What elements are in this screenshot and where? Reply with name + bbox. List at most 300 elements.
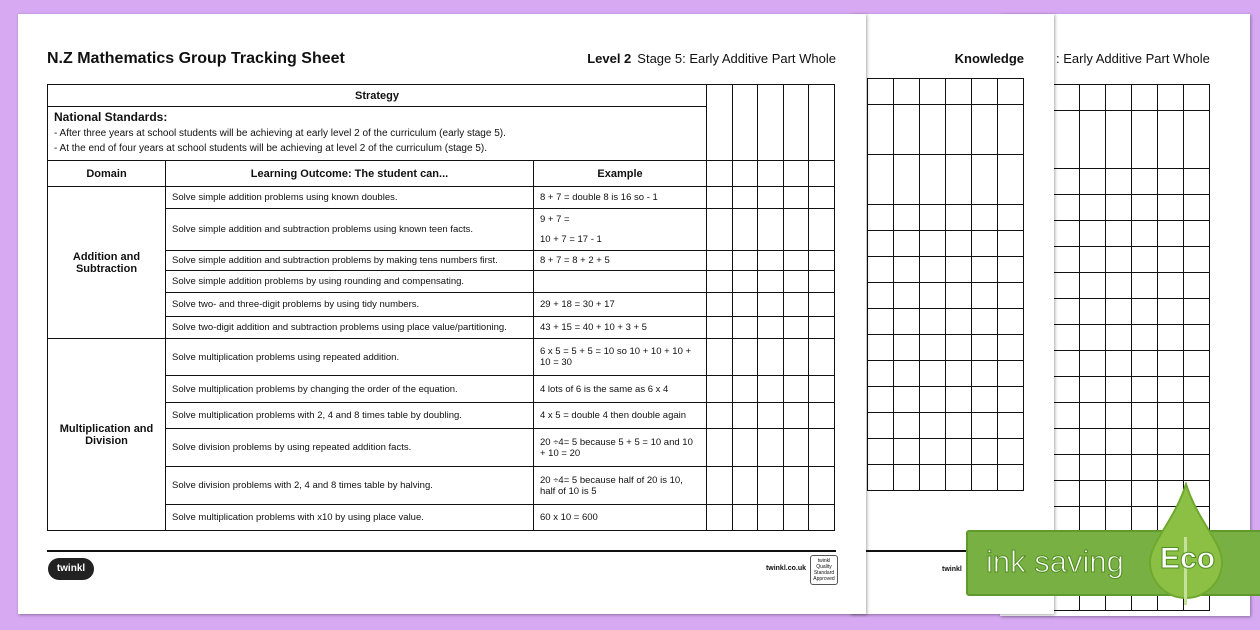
grid-cell	[972, 283, 998, 309]
grid-cell	[920, 205, 946, 231]
grid-cell	[1184, 299, 1210, 325]
check-cell[interactable]	[732, 251, 758, 271]
example-cell: 43 + 15 = 40 + 10 + 3 + 5	[534, 317, 707, 339]
check-cell[interactable]	[707, 317, 733, 339]
check-cell[interactable]	[707, 339, 733, 376]
ink-saving-label: ink saving	[986, 544, 1124, 579]
check-cell[interactable]	[758, 187, 784, 209]
grid-cell	[1158, 247, 1184, 273]
grid-cell	[1132, 85, 1158, 111]
grid-cell	[1054, 85, 1080, 111]
grid-cell	[1054, 377, 1080, 403]
grid-cell	[972, 439, 998, 465]
ns-line: - At the end of four years at school students will be achieving at level 2 of the curriculum (stage 5).	[54, 143, 488, 154]
check-cell[interactable]	[732, 293, 758, 317]
check-cell[interactable]	[809, 429, 835, 467]
grid-cell	[972, 155, 998, 205]
domain-cell: Multiplication and Division	[48, 339, 166, 531]
grid-cell	[972, 335, 998, 361]
quality-badge: twinkl Quality Standard Approved	[810, 555, 838, 585]
grid-cell	[920, 361, 946, 387]
page3-stage: : Early Additive Part Whole	[1056, 51, 1210, 66]
grid-cell	[1054, 403, 1080, 429]
check-cell[interactable]	[707, 403, 733, 429]
grid-cell	[1158, 273, 1184, 299]
grid-cell	[1184, 403, 1210, 429]
grid-cell	[894, 465, 920, 491]
grid-cell	[920, 105, 946, 155]
check-cell[interactable]	[732, 429, 758, 467]
check-cell[interactable]	[707, 251, 733, 271]
check-cell[interactable]	[809, 271, 835, 293]
grid-cell	[868, 439, 894, 465]
grid-cell	[1184, 377, 1210, 403]
grid-cell	[998, 465, 1024, 491]
table-row	[48, 376, 835, 403]
check-cell[interactable]	[783, 209, 809, 251]
grid-cell	[1054, 351, 1080, 377]
grid-cell	[1054, 221, 1080, 247]
check-cell[interactable]	[758, 271, 784, 293]
twinkl-logo: twinkl	[48, 558, 94, 580]
grid-cell	[868, 105, 894, 155]
grid-cell	[868, 257, 894, 283]
grid-cell	[1158, 111, 1184, 169]
check-cell[interactable]	[809, 85, 835, 161]
grid-cell	[894, 439, 920, 465]
check-cell[interactable]	[707, 293, 733, 317]
check-cell[interactable]	[732, 85, 758, 161]
grid-cell	[1184, 221, 1210, 247]
check-cell[interactable]	[809, 376, 835, 403]
check-cell[interactable]	[732, 376, 758, 403]
grid-cell	[1080, 403, 1106, 429]
outcome-cell: Solve multiplication problems with x10 by using place value.	[166, 505, 534, 531]
grid-cell	[1158, 169, 1184, 195]
grid-cell	[972, 231, 998, 257]
check-cell[interactable]	[732, 187, 758, 209]
check-cell[interactable]	[809, 161, 835, 187]
example-cell: 9 + 7 = 10 + 7 = 17 - 1	[534, 209, 707, 251]
grid-cell	[998, 231, 1024, 257]
grid-cell	[998, 257, 1024, 283]
check-cell[interactable]	[783, 339, 809, 376]
grid-cell	[946, 205, 972, 231]
grid-cell	[1184, 111, 1210, 169]
table-row	[48, 467, 835, 505]
eco-label: Eco	[1160, 542, 1216, 575]
footer-divider	[47, 550, 836, 552]
check-cell[interactable]	[707, 161, 733, 187]
grid-cell	[1054, 299, 1080, 325]
stage-label: Stage 5: Early Additive Part Whole	[637, 51, 836, 66]
grid-cell	[894, 335, 920, 361]
national-standards	[48, 107, 707, 161]
grid-cell	[1106, 221, 1132, 247]
table-row	[48, 293, 835, 317]
check-cell[interactable]	[783, 403, 809, 429]
grid-cell	[1080, 111, 1106, 169]
grid-cell	[1080, 299, 1106, 325]
table-row	[48, 187, 835, 209]
grid-cell	[920, 387, 946, 413]
check-cell[interactable]	[732, 161, 758, 187]
check-cell[interactable]	[783, 161, 809, 187]
grid-cell	[1106, 111, 1132, 169]
check-cell[interactable]	[758, 429, 784, 467]
grid-cell	[946, 335, 972, 361]
outcome-cell: Solve multiplication problems by changing the order of the equation.	[166, 376, 534, 403]
grid-cell	[1054, 247, 1080, 273]
grid-cell	[1184, 429, 1210, 455]
grid-cell	[920, 413, 946, 439]
grid-cell	[920, 283, 946, 309]
grid-cell	[894, 105, 920, 155]
grid-cell	[1080, 85, 1106, 111]
check-cell[interactable]	[783, 317, 809, 339]
grid-cell	[1158, 455, 1184, 481]
grid-cell	[868, 361, 894, 387]
check-cell[interactable]	[809, 505, 835, 531]
check-cell[interactable]	[707, 209, 733, 251]
grid-cell	[868, 465, 894, 491]
footer-url: twinkl.co.uk	[765, 565, 806, 572]
grid-cell	[946, 387, 972, 413]
example-cell: 4 lots of 6 is the same as 6 x 4	[534, 376, 707, 403]
grid-cell	[1132, 351, 1158, 377]
check-cell[interactable]	[758, 376, 784, 403]
table-row	[48, 271, 835, 293]
grid-cell	[1080, 481, 1106, 507]
check-cell[interactable]	[758, 467, 784, 505]
grid-cell	[946, 79, 972, 105]
strategy-header: Strategy	[48, 85, 707, 107]
grid-cell	[868, 283, 894, 309]
grid-cell	[972, 387, 998, 413]
grid-cell	[1080, 325, 1106, 351]
check-cell[interactable]	[809, 339, 835, 376]
grid-cell	[1080, 455, 1106, 481]
check-cell[interactable]	[758, 403, 784, 429]
grid-cell	[1158, 85, 1184, 111]
grid-cell	[998, 387, 1024, 413]
check-cell[interactable]	[758, 161, 784, 187]
footer-url: twinkl	[942, 566, 962, 573]
table-row	[48, 251, 835, 271]
check-cell[interactable]	[707, 376, 733, 403]
grid-cell	[1184, 195, 1210, 221]
grid-cell	[1080, 221, 1106, 247]
middle-page-preview	[850, 14, 1054, 614]
grid-cell	[894, 231, 920, 257]
check-cell[interactable]	[732, 339, 758, 376]
grid-cell	[998, 309, 1024, 335]
grid-cell	[998, 335, 1024, 361]
outcome-cell: Solve division problems with 2, 4 and 8 times table by halving.	[166, 467, 534, 505]
grid-cell	[1132, 247, 1158, 273]
eco-drop-badge	[1148, 482, 1228, 612]
check-cell[interactable]	[758, 293, 784, 317]
grid-cell	[1158, 299, 1184, 325]
check-cell[interactable]	[707, 505, 733, 531]
grid-cell	[1054, 481, 1080, 507]
check-cell[interactable]	[758, 85, 784, 161]
grid-cell	[1132, 455, 1158, 481]
grid-cell	[946, 439, 972, 465]
grid-cell	[972, 309, 998, 335]
check-cell[interactable]	[783, 85, 809, 161]
grid-cell	[1132, 195, 1158, 221]
grid-cell	[920, 465, 946, 491]
grid-cell	[1132, 111, 1158, 169]
grid-cell	[946, 361, 972, 387]
grid-cell	[946, 283, 972, 309]
grid-cell	[920, 79, 946, 105]
check-cell[interactable]	[783, 271, 809, 293]
grid-cell	[946, 105, 972, 155]
grid-cell	[1132, 325, 1158, 351]
outcome-cell: Solve division problems by using repeated addition facts.	[166, 429, 534, 467]
grid-cell	[1054, 455, 1080, 481]
grid-cell	[946, 257, 972, 283]
grid-cell	[920, 439, 946, 465]
check-cell[interactable]	[809, 403, 835, 429]
grid-cell	[1054, 325, 1080, 351]
outcome-cell: Solve simple addition and subtraction problems using known teen facts.	[166, 209, 534, 251]
check-cell[interactable]	[732, 209, 758, 251]
check-cell[interactable]	[758, 505, 784, 531]
grid-cell	[998, 205, 1024, 231]
check-cell[interactable]	[732, 271, 758, 293]
grid-cell	[1106, 377, 1132, 403]
table-row	[48, 505, 835, 531]
grid-cell	[1080, 247, 1106, 273]
grid-cell	[972, 257, 998, 283]
check-cell[interactable]	[732, 317, 758, 339]
level-stage	[587, 51, 836, 66]
grid-cell	[894, 387, 920, 413]
example-cell: 8 + 7 = 8 + 2 + 5	[534, 251, 707, 271]
grid-cell	[1158, 325, 1184, 351]
example-cell: 8 + 7 = double 8 is 16 so - 1	[534, 187, 707, 209]
grid-cell	[972, 205, 998, 231]
grid-cell	[1132, 299, 1158, 325]
check-cell[interactable]	[783, 376, 809, 403]
grid-cell	[972, 413, 998, 439]
outcome-cell: Solve multiplication problems with 2, 4 and 8 times table by doubling.	[166, 403, 534, 429]
outcome-cell: Solve simple addition problems using known doubles.	[166, 187, 534, 209]
check-cell[interactable]	[783, 467, 809, 505]
check-cell[interactable]	[809, 251, 835, 271]
grid-cell	[894, 155, 920, 205]
grid-cell	[1054, 195, 1080, 221]
example-cell: 60 x 10 = 600	[534, 505, 707, 531]
grid-cell	[1132, 169, 1158, 195]
grid-cell	[972, 79, 998, 105]
grid-cell	[1158, 403, 1184, 429]
grid-cell	[1184, 455, 1210, 481]
check-cell[interactable]	[809, 187, 835, 209]
grid-cell	[1158, 351, 1184, 377]
grid-cell	[920, 335, 946, 361]
grid-cell	[1158, 195, 1184, 221]
outcome-cell: Solve multiplication problems using repeated addition.	[166, 339, 534, 376]
front-page	[18, 14, 866, 614]
grid-cell	[998, 105, 1024, 155]
grid-cell	[1054, 429, 1080, 455]
grid-cell	[868, 79, 894, 105]
grid-cell	[1106, 195, 1132, 221]
tracking-grid	[867, 78, 1024, 491]
grid-cell	[894, 283, 920, 309]
grid-cell	[1132, 221, 1158, 247]
check-cell[interactable]	[758, 317, 784, 339]
page-title: N.Z Mathematics Group Tracking Sheet	[47, 50, 345, 67]
grid-cell	[998, 155, 1024, 205]
grid-cell	[998, 283, 1024, 309]
grid-cell	[1106, 273, 1132, 299]
grid-cell	[920, 155, 946, 205]
grid-cell	[1132, 403, 1158, 429]
check-cell[interactable]	[783, 187, 809, 209]
grid-cell	[1054, 169, 1080, 195]
grid-cell	[894, 257, 920, 283]
check-cell[interactable]	[707, 467, 733, 505]
grid-cell	[1106, 403, 1132, 429]
grid-cell	[1184, 85, 1210, 111]
grid-cell	[1184, 247, 1210, 273]
grid-cell	[868, 205, 894, 231]
check-cell[interactable]	[809, 293, 835, 317]
grid-cell	[920, 231, 946, 257]
ns-title: National Standards:	[54, 110, 168, 124]
check-cell[interactable]	[809, 317, 835, 339]
check-cell[interactable]	[707, 271, 733, 293]
grid-cell	[868, 231, 894, 257]
table-row	[48, 403, 835, 429]
grid-cell	[1080, 351, 1106, 377]
grid-cell	[868, 335, 894, 361]
example-cell: 6 x 5 = 5 + 5 = 10 so 10 + 10 + 10 + 10 = 30	[534, 339, 707, 376]
grid-cell	[998, 79, 1024, 105]
level-label: Level 2	[587, 51, 632, 66]
grid-cell	[1106, 85, 1132, 111]
grid-cell	[1184, 325, 1210, 351]
outcome-header: Learning Outcome: The student can...	[166, 161, 534, 187]
grid-cell	[1080, 169, 1106, 195]
example-cell: 20 ÷4= 5 because 5 + 5 = 10 and 10 + 10 = 20	[534, 429, 707, 467]
check-cell[interactable]	[707, 85, 733, 161]
grid-cell	[868, 387, 894, 413]
check-cell[interactable]	[809, 209, 835, 251]
check-cell[interactable]	[732, 403, 758, 429]
grid-cell	[920, 257, 946, 283]
grid-cell	[894, 361, 920, 387]
grid-cell	[972, 465, 998, 491]
ns-line: - After three years at school students will be achieving at early level 2 of the curriculum (early stage 5).	[54, 128, 506, 139]
example-cell: 20 ÷4= 5 because half of 20 is 10, half of 10 is 5	[534, 467, 707, 505]
grid-cell	[1106, 481, 1132, 507]
grid-cell	[1054, 273, 1080, 299]
grid-cell	[894, 413, 920, 439]
grid-cell	[1158, 429, 1184, 455]
domain-header: Domain	[48, 161, 166, 187]
grid-cell	[1184, 273, 1210, 299]
grid-cell	[1106, 169, 1132, 195]
check-cell[interactable]	[758, 209, 784, 251]
check-cell[interactable]	[783, 293, 809, 317]
grid-cell	[1106, 455, 1132, 481]
grid-cell	[1132, 377, 1158, 403]
grid-cell	[1106, 247, 1132, 273]
check-cell[interactable]	[783, 429, 809, 467]
grid-cell	[1054, 111, 1080, 169]
grid-cell	[998, 439, 1024, 465]
grid-cell	[1158, 221, 1184, 247]
table-row	[48, 209, 835, 251]
check-cell[interactable]	[732, 505, 758, 531]
check-cell[interactable]	[783, 505, 809, 531]
grid-cell	[946, 465, 972, 491]
grid-cell	[868, 309, 894, 335]
page2-title: Knowledge	[954, 51, 1024, 66]
grid-cell	[946, 155, 972, 205]
check-cell[interactable]	[809, 467, 835, 505]
outcome-cell: Solve two-digit addition and subtraction problems using place value/partitioning.	[166, 317, 534, 339]
grid-cell	[894, 205, 920, 231]
table-row	[48, 339, 835, 376]
grid-cell	[1106, 429, 1132, 455]
grid-cell	[1106, 351, 1132, 377]
check-cell[interactable]	[732, 467, 758, 505]
grid-cell	[1080, 273, 1106, 299]
outcome-cell: Solve simple addition problems by using rounding and compensating.	[166, 271, 534, 293]
grid-cell	[1158, 377, 1184, 403]
grid-cell	[946, 413, 972, 439]
grid-cell	[998, 413, 1024, 439]
check-cell[interactable]	[783, 251, 809, 271]
example-cell: 4 x 5 = double 4 then double again	[534, 403, 707, 429]
grid-cell	[946, 309, 972, 335]
table-row	[48, 317, 835, 339]
domain-cell: Addition and Subtraction	[48, 187, 166, 339]
grid-cell	[1184, 169, 1210, 195]
grid-cell	[972, 105, 998, 155]
check-cell[interactable]	[758, 251, 784, 271]
grid-cell	[1106, 325, 1132, 351]
check-cell[interactable]	[707, 187, 733, 209]
example-cell	[534, 271, 707, 293]
grid-cell	[868, 413, 894, 439]
grid-cell	[920, 309, 946, 335]
grid-cell	[868, 155, 894, 205]
grid-cell	[1132, 429, 1158, 455]
grid-cell	[894, 309, 920, 335]
grid-cell	[972, 361, 998, 387]
check-cell[interactable]	[758, 339, 784, 376]
grid-cell	[1132, 273, 1158, 299]
grid-cell	[946, 231, 972, 257]
tracking-table	[47, 84, 835, 531]
example-header: Example	[534, 161, 707, 187]
grid-cell	[1080, 195, 1106, 221]
outcome-cell: Solve simple addition and subtraction problems by making tens numbers first.	[166, 251, 534, 271]
example-cell: 29 + 18 = 30 + 17	[534, 293, 707, 317]
grid-cell	[998, 361, 1024, 387]
table-row	[48, 429, 835, 467]
grid-cell	[894, 79, 920, 105]
check-cell[interactable]	[707, 429, 733, 467]
